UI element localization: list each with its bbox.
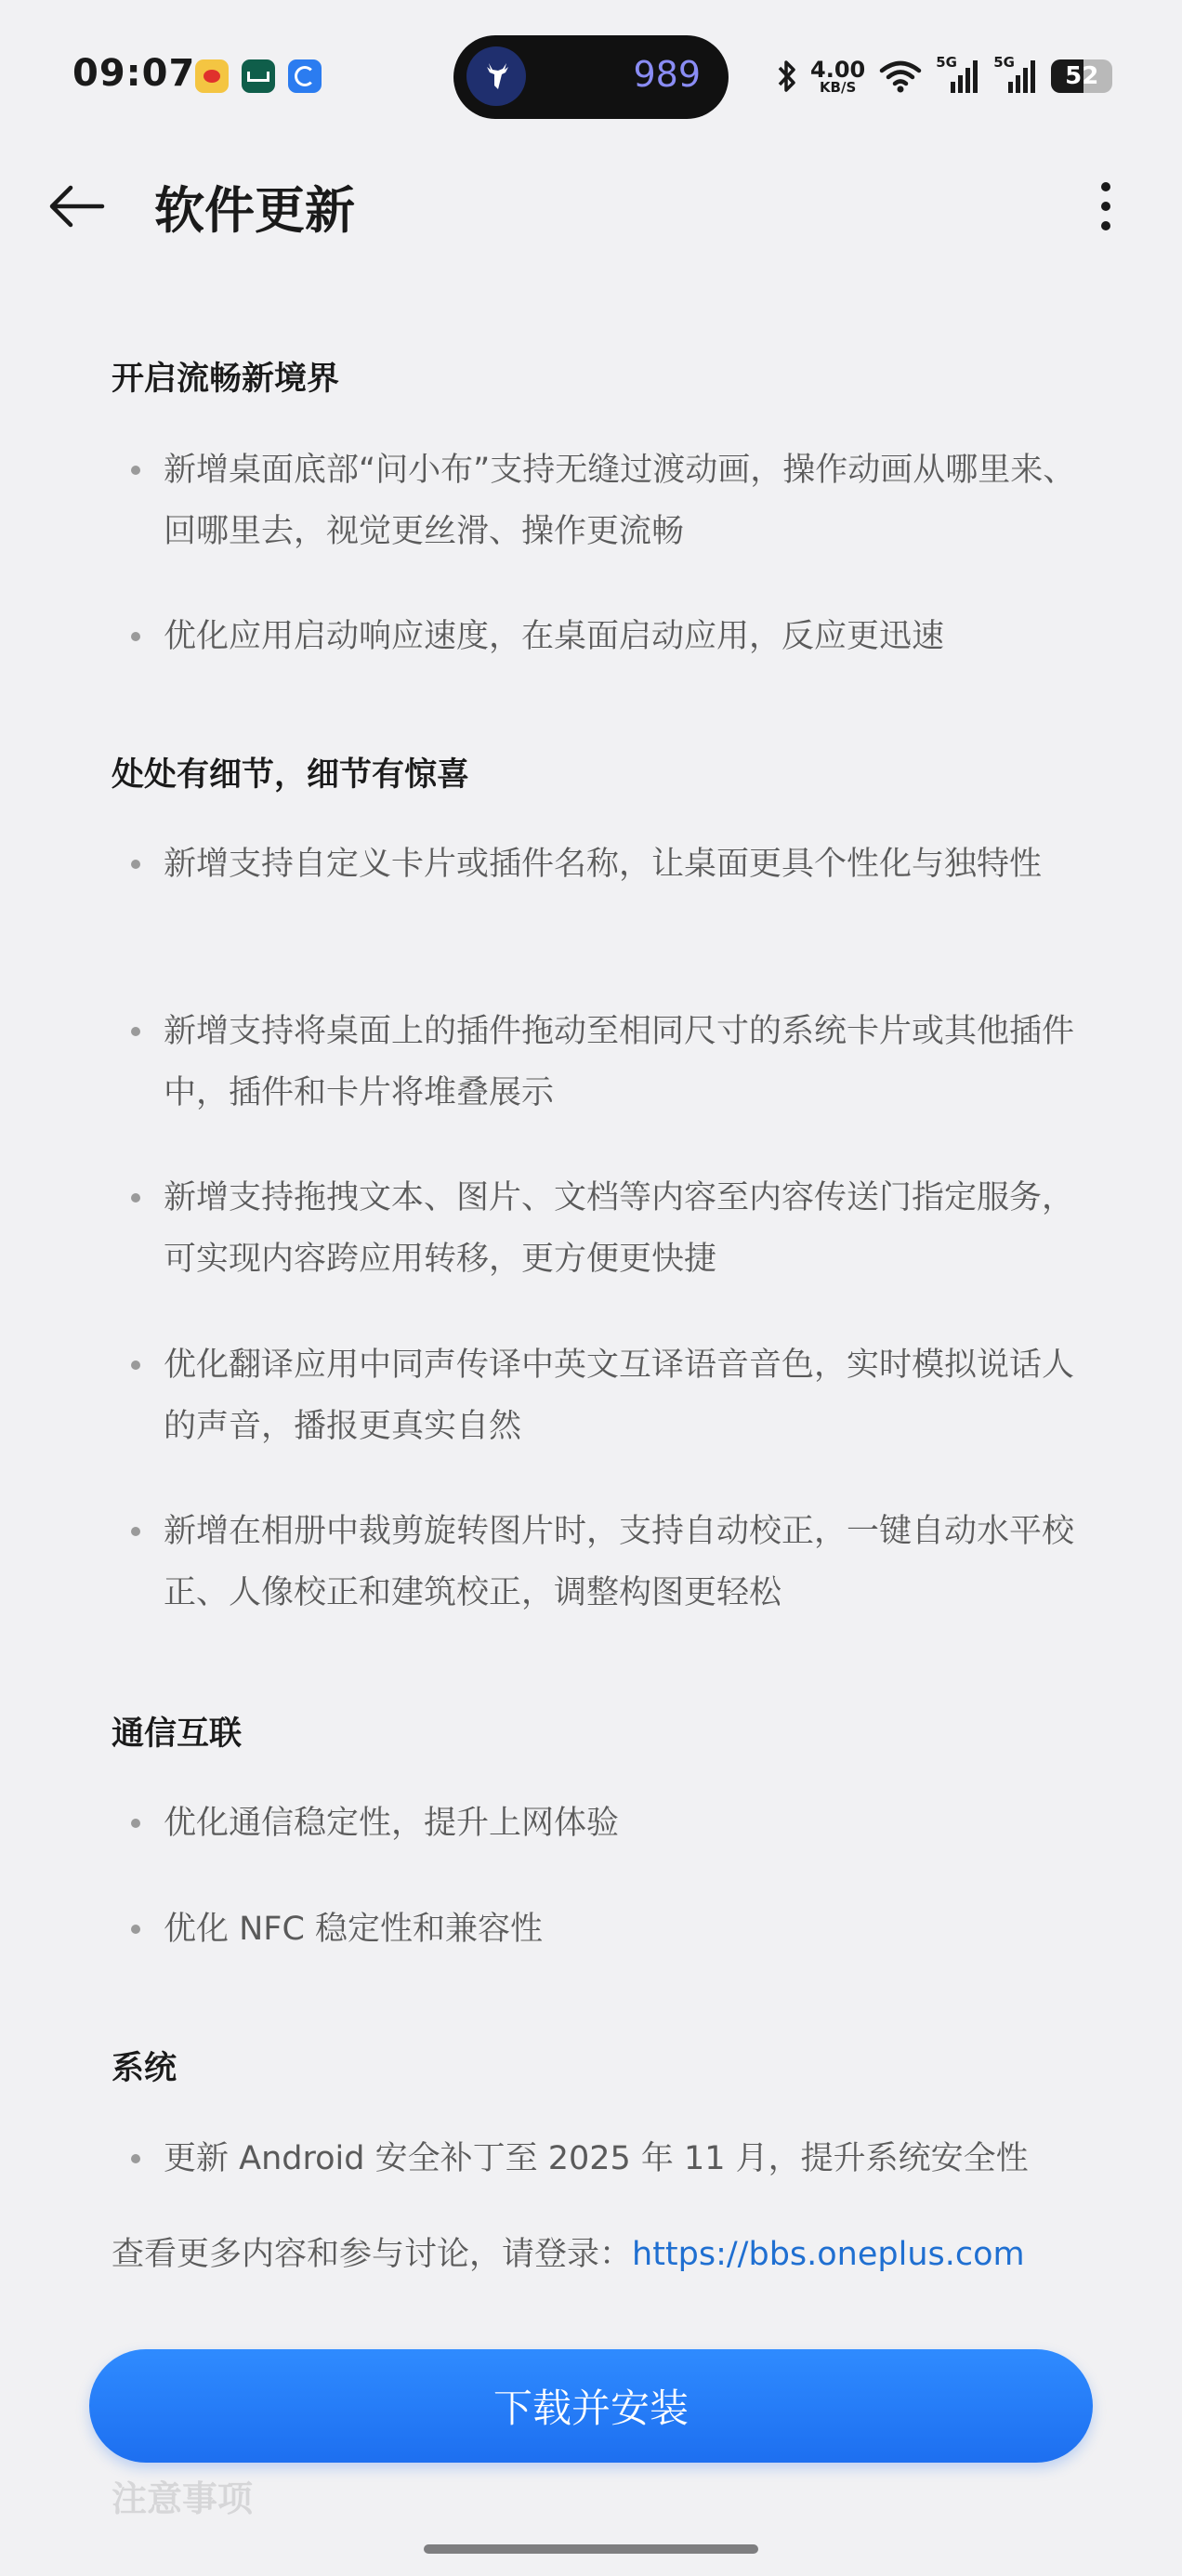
list-item: 优化应用启动响应速度，在桌面启动应用，反应更迅速: [164, 618, 945, 655]
list-item: 新增支持自定义卡片或插件名称，让桌面更具个性化与独特性: [164, 846, 1043, 883]
footer-text: 查看更多内容和参与讨论，请登录：: [112, 2236, 633, 2273]
battery-icon: 52: [1051, 59, 1112, 93]
list-item: 优化通信稳定性，提升上网体验: [164, 1805, 620, 1842]
more-options-button[interactable]: [1087, 173, 1124, 240]
section-title: 开启流畅新境界: [112, 361, 340, 398]
app-bar: [0, 158, 1182, 251]
signal-icon: 5G: [936, 58, 980, 95]
notification-icons: [195, 59, 322, 93]
download-install-button[interactable]: 下载并安装: [89, 2349, 1093, 2463]
arrow-left-icon: [46, 184, 106, 229]
bullet-dot: [131, 1360, 140, 1370]
list-item: 优化翻译应用中同声传译中英文互译语音音色，实时模拟说话人的声音，播报更真实自然: [164, 1347, 1075, 1445]
dynamic-island[interactable]: [453, 35, 729, 119]
bullet-dot: [131, 1193, 140, 1203]
weibo-icon: [195, 59, 229, 93]
list-item: 新增支持拖拽文本、图片、文档等内容至内容传送门指定服务，可实现内容跨应用转移，更方便更快捷: [164, 1179, 1075, 1278]
more-vertical-icon: [1101, 182, 1110, 191]
status-indicators: [777, 50, 1112, 102]
bullet-dot: [131, 1819, 140, 1828]
section-title: 通信互联: [112, 1715, 243, 1753]
network-speed: 4.00 KB/S: [810, 56, 866, 96]
back-button[interactable]: [43, 173, 110, 240]
signal-icon-2: 5G: [993, 58, 1038, 95]
list-item: 更新 Android 安全补丁至 2025 年 11 月，提升系统安全性: [164, 2140, 1029, 2177]
bullet-dot: [131, 860, 140, 869]
bullet-dot: [131, 466, 140, 475]
list-item: 新增支持将桌面上的插件拖动至相同尺寸的系统卡片或其他插件中，插件和卡片将堆叠展示: [164, 1013, 1075, 1111]
home-indicator[interactable]: [424, 2544, 758, 2554]
page-title: 软件更新: [154, 181, 355, 240]
island-count: 989: [633, 54, 701, 95]
deer-icon: [466, 46, 526, 106]
bluetooth-icon: [777, 59, 797, 94]
forum-link[interactable]: https://bbs.oneplus.com: [632, 2236, 1025, 2273]
wifi-icon: [878, 59, 923, 93]
bullet-dot: [131, 1027, 140, 1036]
status-time: 09:07: [72, 52, 196, 95]
list-item: 新增桌面底部“问小布”支持无缝过渡动画，操作动画从哪里来、回哪里去，视觉更丝滑、操作更流畅: [164, 452, 1076, 550]
footer-note: [112, 2228, 1025, 2275]
bullet-dot: [131, 1527, 140, 1536]
status-bar: [0, 0, 1182, 158]
bullet-dot: [131, 2154, 140, 2163]
browser-notification-icon: [288, 59, 322, 93]
app-notification-icon: [242, 59, 275, 93]
list-item: 优化 NFC 稳定性和兼容性: [164, 1911, 544, 1948]
list-item: 新增在相册中裁剪旋转图片时，支持自动校正，一键自动水平校正、人像校正和建筑校正，调整构图更轻松: [164, 1513, 1075, 1611]
bullet-dot: [131, 632, 140, 641]
bullet-dot: [131, 1925, 140, 1934]
section-title: 处处有细节，细节有惊喜: [112, 756, 470, 794]
notes-title: 注意事项: [112, 2478, 254, 2519]
section-title: 系统: [112, 2050, 177, 2087]
